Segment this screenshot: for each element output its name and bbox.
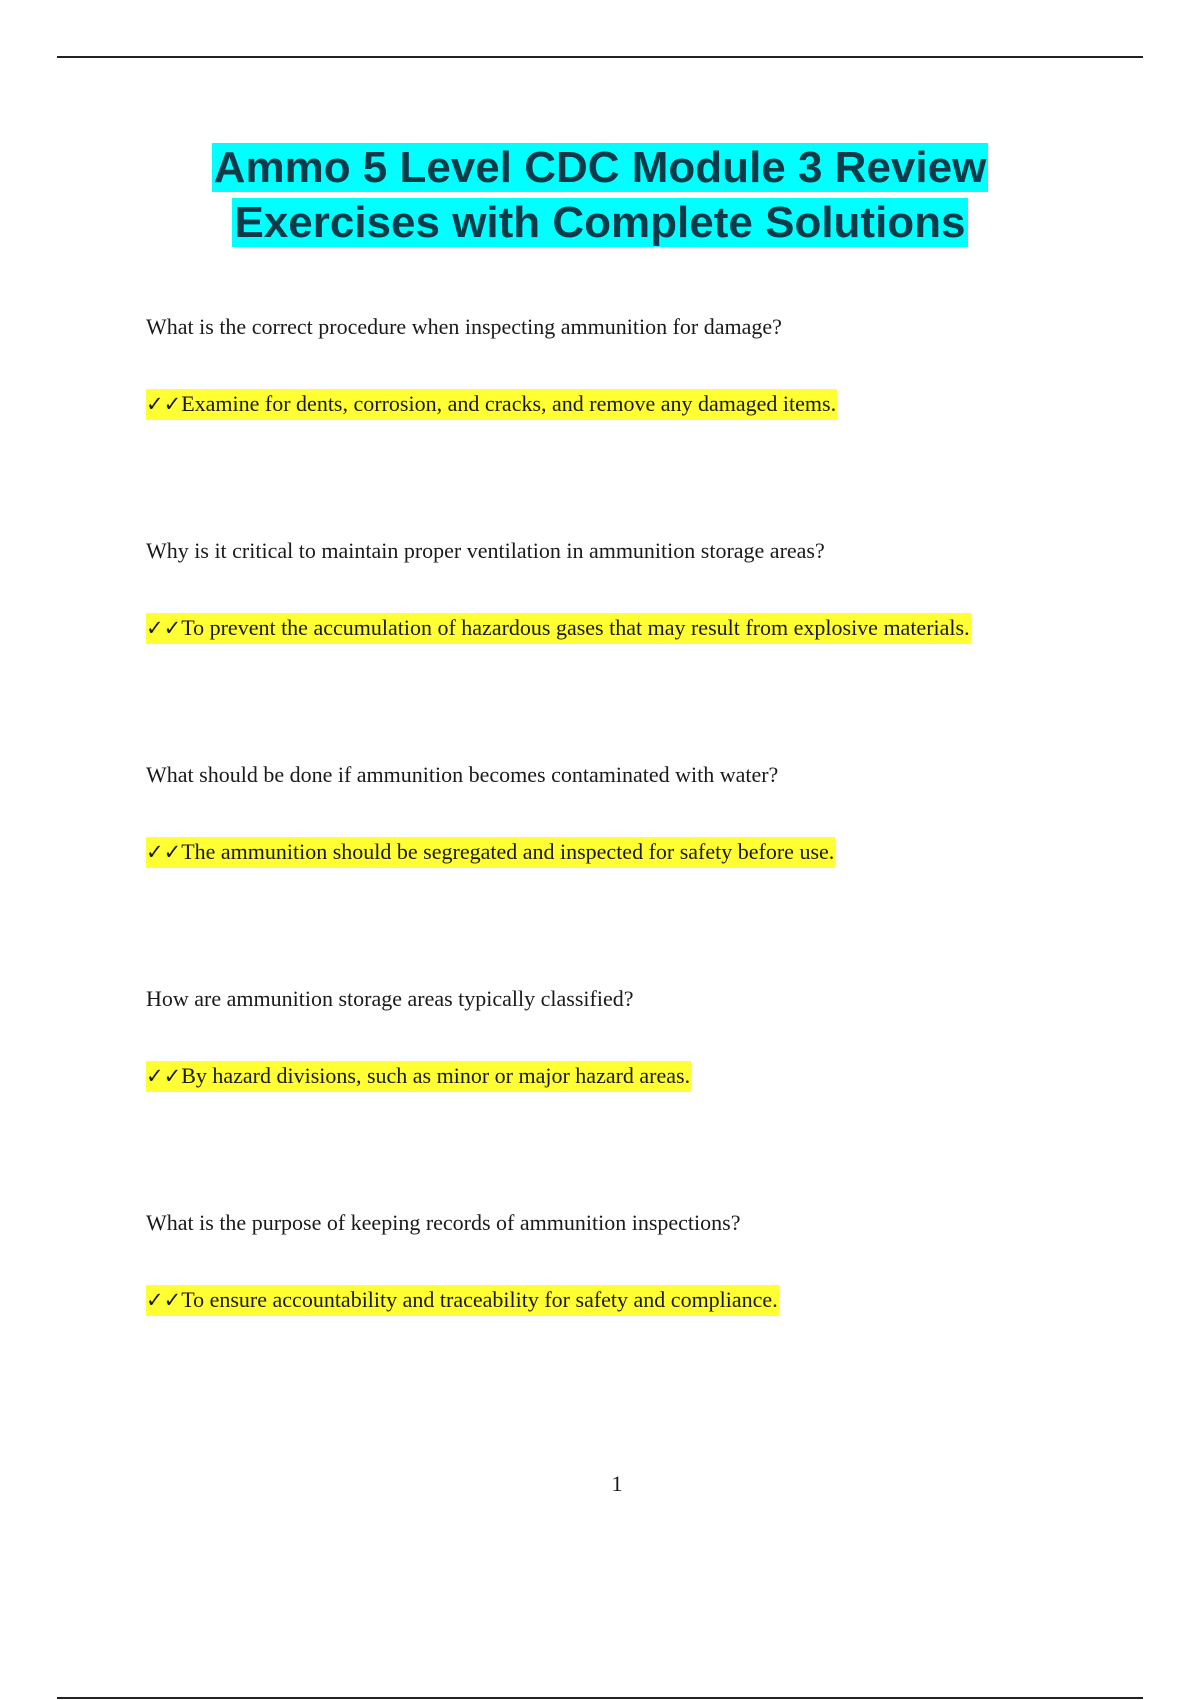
- double-check-icon: ✓✓: [146, 392, 182, 416]
- top-rule: [57, 56, 1143, 58]
- double-check-icon: ✓✓: [146, 1064, 182, 1088]
- answer-3: [146, 837, 835, 868]
- title-line-2: Exercises with Complete Solutions: [234, 198, 966, 247]
- answer-4: [146, 1061, 691, 1092]
- bottom-rule: [57, 1697, 1143, 1699]
- question-2: Why is it critical to maintain proper ventilation in ammunition storage areas?: [146, 538, 825, 563]
- answer-1-text: Examine for dents, corrosion, and cracks, and remove any damaged items.: [181, 391, 837, 416]
- question-3: What should be done if ammunition becomes contaminated with water?: [146, 762, 779, 787]
- title-line-1: Ammo 5 Level CDC Module 3 Review: [213, 143, 987, 192]
- question-5: What is the purpose of keeping records of ammunition inspections?: [146, 1210, 741, 1235]
- double-check-icon: ✓✓: [146, 1288, 182, 1312]
- question-1: What is the correct procedure when inspecting ammunition for damage?: [146, 314, 782, 339]
- question-4: How are ammunition storage areas typically classified?: [146, 986, 634, 1011]
- answer-5-text: To ensure accountability and traceability for safety and compliance.: [181, 1287, 778, 1312]
- answer-1: [146, 389, 837, 420]
- answer-4-text: By hazard divisions, such as minor or major hazard areas.: [181, 1063, 691, 1088]
- double-check-icon: ✓✓: [146, 840, 182, 864]
- answer-5: [146, 1285, 779, 1316]
- answer-3-text: The ammunition should be segregated and inspected for safety before use.: [181, 839, 835, 864]
- document-title: [0, 140, 1200, 250]
- answer-2: [146, 613, 971, 644]
- double-check-icon: ✓✓: [146, 616, 182, 640]
- page-number: 1: [611, 1471, 623, 1496]
- answer-2-text: To prevent the accumulation of hazardous gases that may result from explosive materials.: [181, 615, 970, 640]
